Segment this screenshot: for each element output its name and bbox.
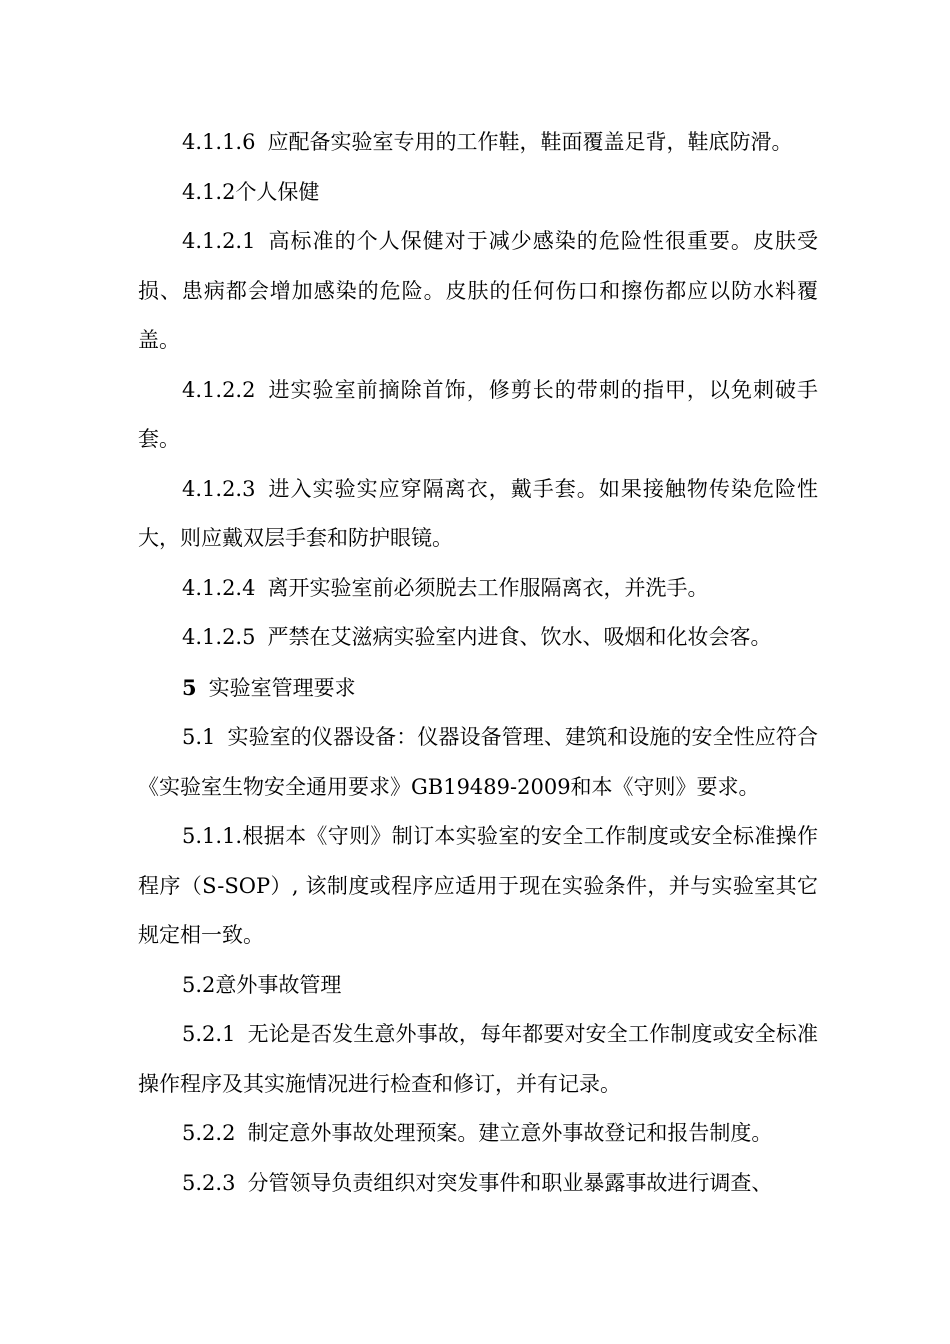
heading-5-2 — [138, 961, 818, 1011]
paragraph-4-1-2-4 — [138, 564, 818, 614]
paragraph-text: 离开实验室前必须脱去工作服隔离衣，并洗手。 — [267, 575, 709, 600]
paragraph-4-1-2-1 — [138, 217, 818, 366]
paragraph-text: 进入实验实应穿隔离衣，戴手套。如果接触物传染危险性大，则应戴双层手套和防护眼镜。 — [138, 476, 818, 550]
section-number: 4.1.2.5 — [182, 625, 256, 649]
section-number: 4.1.2.2 — [182, 377, 256, 402]
paragraph-4-1-1-6 — [138, 118, 818, 168]
paragraph-5-1 — [138, 713, 818, 812]
section-number: 4.1.2.3 — [182, 476, 256, 501]
paragraph-text: 制定意外事故处理预案。建立意外事故登记和报告制度。 — [247, 1121, 773, 1145]
paragraph-5-2-2 — [138, 1109, 818, 1159]
paragraph-text: 无论是否发生意外事故，每年都要对安全工作制度或安全标准操作程序及其实施情况进行检查和修订，并有记录。 — [138, 1022, 818, 1096]
heading-text: 实验室管理要求 — [208, 675, 356, 700]
paragraph-text: 严禁在艾滋病实验室内进食、饮水、吸烟和化妆会客。 — [267, 625, 772, 649]
section-number: 5.2.1 — [182, 1022, 236, 1046]
paragraph-text: 根据本《守则》制订本实验室的安全工作制度或安全标准操作程序（S-SOP）, 该制度或程序应适用于现在实验条件，并与实验室其它规定相一致。 — [138, 824, 818, 947]
paragraph-5-1-1 — [138, 812, 818, 961]
paragraph-text: 应配备实验室专用的工作鞋，鞋面覆盖足背，鞋底防滑。 — [267, 130, 793, 154]
paragraph-5-2-1 — [138, 1010, 818, 1109]
section-number: 4.1.2 — [182, 179, 236, 204]
section-number: 5.2 — [182, 972, 216, 997]
section-number: 4.1.2.4 — [182, 575, 256, 600]
paragraph-4-1-2-2 — [138, 366, 818, 465]
section-number: 4.1.2.1 — [182, 229, 256, 253]
section-number: 5 — [182, 674, 197, 700]
paragraph-text: 实验室的仪器设备：仪器设备管理、建筑和设施的安全性应符合《实验室生物安全通用要求》GB19489-2009和本《守则》要求。 — [138, 725, 818, 799]
section-number: 5.2.2 — [182, 1121, 236, 1145]
section-number: 4.1.1.6 — [182, 130, 256, 154]
heading-4-1-2 — [138, 168, 818, 218]
section-number: 5.2.3 — [182, 1170, 236, 1195]
section-number: 5.1 — [182, 725, 216, 749]
paragraph-4-1-2-5 — [138, 613, 818, 663]
section-number: 5.1.1. — [182, 824, 243, 848]
paragraph-text: 进实验室前摘除首饰，修剪长的带刺的指甲，以免刺破手套。 — [138, 377, 818, 451]
paragraph-4-1-2-3 — [138, 465, 818, 564]
heading-5 — [138, 663, 818, 714]
document-body — [138, 118, 818, 1208]
heading-text: 意外事故管理 — [215, 972, 342, 997]
paragraph-text: 分管领导负责组织对突发事件和职业暴露事故进行调查、 — [247, 1170, 773, 1195]
paragraph-text: 高标准的个人保健对于减少感染的危险性很重要。皮肤受损、患病都会增加感染的危险。皮肤的任何伤口和擦伤都应以防水料覆盖。 — [138, 229, 818, 352]
paragraph-5-2-3 — [138, 1159, 818, 1209]
heading-text: 个人保健 — [235, 179, 320, 204]
